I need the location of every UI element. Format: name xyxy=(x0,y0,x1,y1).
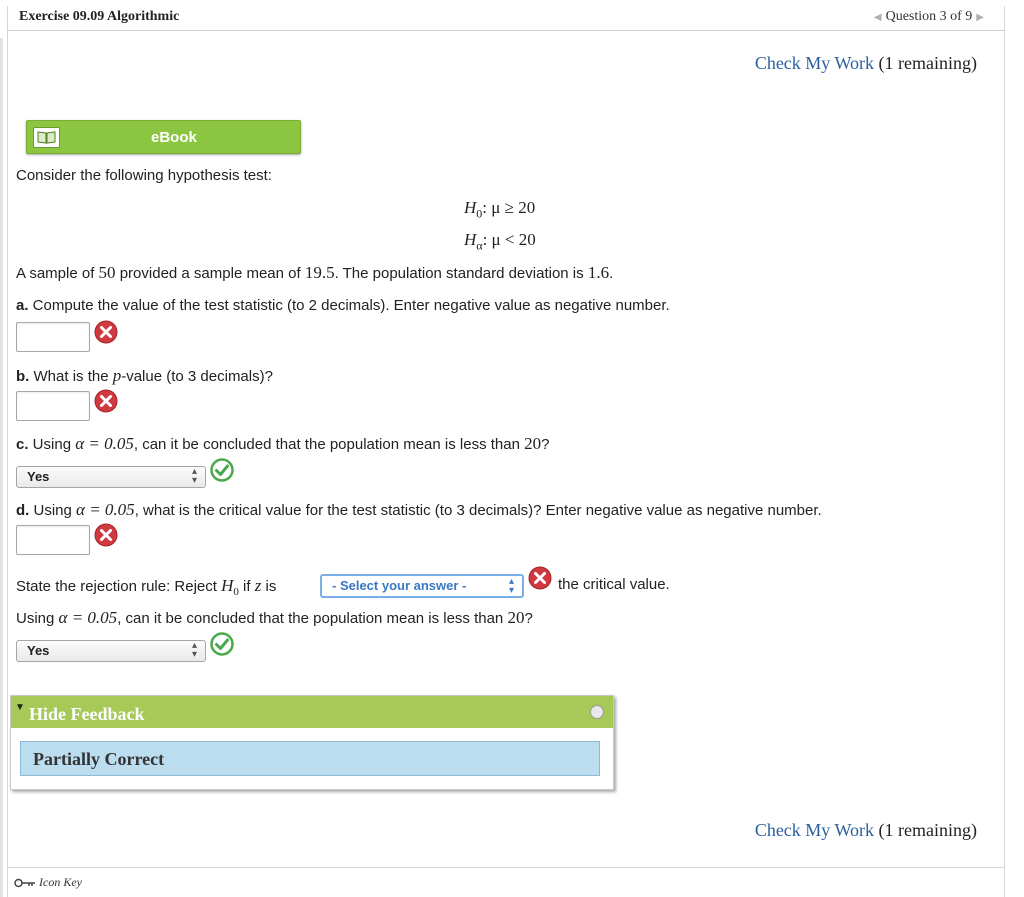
rejection-rule-select[interactable]: - Select your answer - ▴ ▾ xyxy=(320,574,524,598)
incorrect-icon xyxy=(94,320,118,344)
intro-text: Consider the following hypothesis test: xyxy=(16,167,272,184)
check-my-work-link[interactable]: Check My Work xyxy=(754,53,875,73)
question-b-text: b. What is the p-value (to 3 decimals)? xyxy=(16,366,273,385)
updown-arrows-icon: ▴ ▾ xyxy=(191,640,197,660)
incorrect-icon xyxy=(94,389,118,413)
sample-sentence: A sample of 50 provided a sample mean of 19.5. The population standard deviation is 1.6. xyxy=(16,263,614,282)
incorrect-icon xyxy=(94,523,118,547)
updown-arrows-icon: ▴ ▾ xyxy=(191,466,197,486)
question-counter: Question 3 of 9 xyxy=(885,9,973,24)
prev-question-icon[interactable]: ◀ xyxy=(873,12,882,23)
question-navigator xyxy=(870,9,988,25)
alternative-hypothesis: $H_\alpha$: μ < 20 xyxy=(464,230,536,253)
top-bar xyxy=(7,6,1004,31)
hide-feedback-label: Hide Feedback xyxy=(29,704,145,724)
p-value-input[interactable] xyxy=(16,391,90,421)
conclusion-select[interactable]: Yes ▴ ▾ xyxy=(16,640,206,662)
collapse-triangle-icon: ▼ xyxy=(15,702,25,713)
book-icon xyxy=(33,127,60,148)
null-hypothesis: $H_0$: μ ≥ 20 xyxy=(464,198,536,221)
check-remaining: (1 remaining) xyxy=(878,53,977,73)
feedback-result: Partially Correct xyxy=(33,749,165,769)
next-question-icon[interactable]: ▶ xyxy=(976,12,984,23)
ebook-button[interactable] xyxy=(26,120,301,154)
check-my-work-link[interactable]: Check My Work xyxy=(754,820,875,840)
question-c-text: c. Using α = 0.05, can it be concluded that the population mean is less than 20? xyxy=(16,434,550,453)
rejection-rule-tail: the critical value. xyxy=(558,576,670,593)
conclusion-text: Using α = 0.05, can it be concluded that the population mean is less than 20? xyxy=(16,608,533,627)
ebook-label: eBook xyxy=(151,129,197,146)
incorrect-icon xyxy=(528,566,552,590)
pin-icon[interactable] xyxy=(590,705,604,719)
critical-value-input[interactable] xyxy=(16,525,90,555)
check-remaining: (1 remaining) xyxy=(878,820,977,840)
test-statistic-input[interactable] xyxy=(16,322,90,352)
check-my-work-top xyxy=(755,53,977,74)
question-d-text: d. Using α = 0.05, what is the critical value for the test statistic (to 3 decimals)? Enter negative value as negative number. xyxy=(16,500,822,519)
question-c-select[interactable]: Yes ▴ ▾ xyxy=(16,466,206,488)
rejection-rule-text: State the rejection rule: Reject $H_0$ if z is xyxy=(16,576,277,598)
question-a-text: a. Compute the value of the test statistic (to 2 decimals). Enter negative value as negative number. xyxy=(16,297,670,314)
exercise-title: Exercise 09.09 Algorithmic xyxy=(19,9,180,24)
left-margin-rule xyxy=(0,38,3,897)
icon-key-link[interactable]: Icon Key xyxy=(14,875,82,890)
feedback-result-box xyxy=(20,741,600,776)
feedback-panel xyxy=(10,695,614,790)
footer-divider xyxy=(7,867,1004,868)
correct-check-icon xyxy=(210,458,234,482)
correct-check-icon xyxy=(210,632,234,656)
updown-arrows-icon: ▴ ▾ xyxy=(508,576,514,596)
check-my-work-bottom xyxy=(755,820,977,841)
key-icon xyxy=(14,878,36,888)
hide-feedback-toggle[interactable] xyxy=(11,696,613,728)
